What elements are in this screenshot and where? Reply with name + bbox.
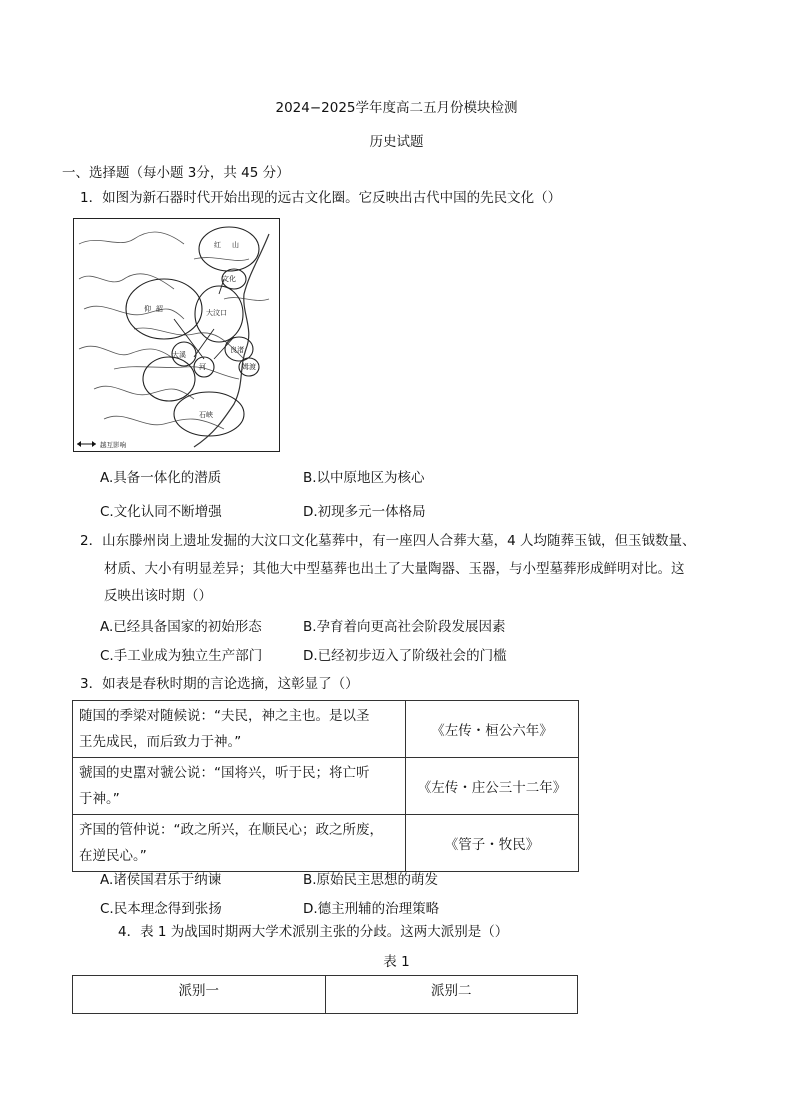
- map-label-liangzhu: 良渚: [230, 346, 244, 354]
- q4-table-caption: 表 1: [383, 954, 410, 970]
- table-row: [73, 815, 579, 872]
- map-label-shixia: 石峡: [199, 411, 213, 419]
- section-heading: 一、选择题（每小题 3分，共 45 分）: [62, 165, 290, 181]
- exam-title: 2024−2025学年度高二五月份模块检测: [275, 100, 518, 116]
- map-label-he: 河: [199, 363, 206, 371]
- q2-option-c[interactable]: C.手工业成为独立生产部门: [100, 648, 263, 664]
- map-label-yangshao-1: 仰: [144, 305, 151, 313]
- map-label-hongshan-2: 山: [232, 241, 239, 249]
- q2-stem-line2: 材质、大小有明显差异；其他大中型墓葬也出土了大量陶器、玉器，与小型墓葬形成鲜明对比。这: [104, 561, 685, 577]
- quote-line: 随国的季梁对随候说：“夫民，神之主也。是以圣: [79, 708, 370, 724]
- q3-option-b[interactable]: B.原始民主思想的萌发: [303, 872, 439, 888]
- quote-line: 在逆民心。”: [79, 848, 147, 864]
- map-label-yangshao-2: 韶: [156, 305, 163, 313]
- q1-option-b[interactable]: B.以中原地区为核心: [303, 470, 425, 486]
- table-row: [73, 701, 579, 758]
- q2-option-d[interactable]: D.已经初步迈入了阶级社会的门槛: [303, 648, 507, 664]
- q3-stem: 3．如表是春秋时期的言论选摘，这彰显了（）: [80, 676, 359, 692]
- source-cell: 《左传・桓公六年》: [406, 701, 579, 758]
- quote-cell: [73, 701, 406, 758]
- quote-cell: [73, 758, 406, 815]
- map-label-hemudu: 姆渡: [242, 363, 256, 371]
- culture-map: [73, 218, 280, 452]
- culture-map-drawing: [74, 219, 278, 450]
- source-cell: 《左传・庄公三十二年》: [406, 758, 579, 815]
- q2-option-b[interactable]: B.孕育着向更高社会阶段发展因素: [303, 619, 506, 635]
- q3-option-c[interactable]: C.民本理念得到张扬: [100, 901, 222, 917]
- q1-option-a[interactable]: A.具备一体化的潜质: [100, 470, 222, 486]
- q2-stem-line3: 反映出该时期（）: [104, 588, 212, 604]
- map-label-dawenkou: 大汶口: [206, 309, 227, 317]
- exam-subject: 历史试题: [369, 134, 424, 150]
- q2-option-a[interactable]: A.已经具备国家的初始形态: [100, 619, 262, 635]
- map-legend-label: 越互影响: [100, 441, 126, 449]
- quote-line: 齐国的管仲说：“政之所兴，在顺民心；政之所废，: [79, 822, 383, 838]
- q1-stem: 1．如图为新石器时代开始出现的远古文化圈。它反映出古代中国的先民文化（）: [80, 190, 562, 206]
- q4-stem: 4．表 1 为战国时期两大学术派别主张的分歧。这两大派别是（）: [118, 924, 509, 940]
- table-row: [73, 976, 578, 1014]
- map-label-hongshan-1: 红: [214, 241, 221, 249]
- q3-option-a[interactable]: A.诸侯国君乐于纳谏: [100, 872, 222, 888]
- q1-option-c[interactable]: C.文化认同不断增强: [100, 504, 222, 520]
- table-header-cell: 派别二: [325, 976, 578, 1014]
- q1-option-d[interactable]: D.初现多元一体格局: [303, 504, 426, 520]
- q4-table: [72, 975, 578, 1014]
- quote-line: 于神。”: [79, 791, 120, 807]
- q3-option-d[interactable]: D.德主刑辅的治理策略: [303, 901, 440, 917]
- table-row: [73, 758, 579, 815]
- quote-line: 王先成民，而后致力于神。”: [79, 734, 242, 750]
- source-cell: 《管子・牧民》: [406, 815, 579, 872]
- q2-stem-line1: 2．山东滕州岗上遗址发掘的大汶口文化墓葬中，有一座四人合葬大墓，4 人均随葬玉钺，但玉钺数量、: [80, 533, 696, 549]
- map-label-culture: 文化: [222, 275, 236, 283]
- map-label-daxi: 大溪: [172, 351, 186, 359]
- table-header-cell: 派别一: [73, 976, 326, 1014]
- quote-cell: [73, 815, 406, 872]
- quote-line: 虢国的史嚚对虢公说：“国将兴，听于民；将亡听: [79, 765, 370, 781]
- q3-quotes-table: [72, 700, 579, 872]
